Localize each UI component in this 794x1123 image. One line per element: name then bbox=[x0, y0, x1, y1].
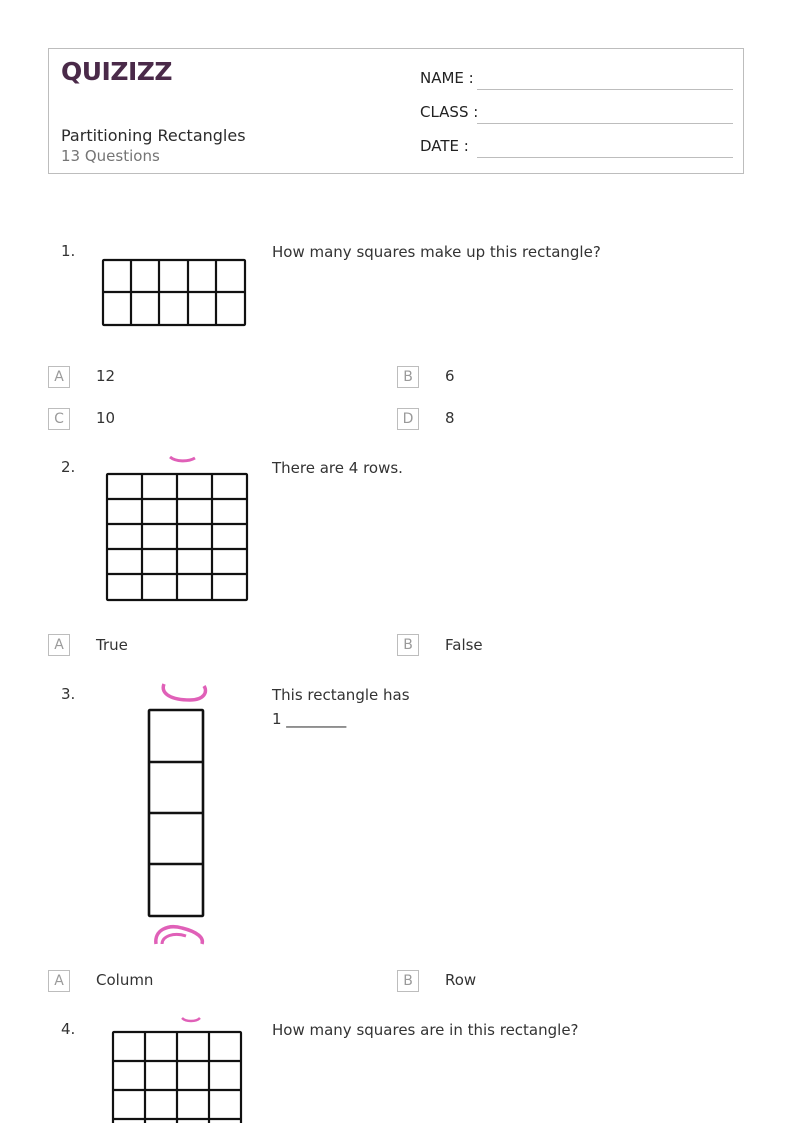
option-b-text: 6 bbox=[445, 367, 455, 385]
option-a-text: Column bbox=[96, 971, 154, 989]
option-b-box[interactable]: B bbox=[397, 970, 419, 992]
question-text: There are 4 rows. bbox=[272, 459, 403, 477]
q4-grid-figure bbox=[104, 1016, 246, 1123]
option-b-box[interactable]: B bbox=[397, 366, 419, 388]
option-c-text: 10 bbox=[96, 409, 116, 427]
q2-grid-figure bbox=[100, 452, 252, 604]
pink-scribble-icon bbox=[182, 1018, 200, 1021]
name-label: NAME : bbox=[420, 69, 474, 87]
option-a-text: True bbox=[96, 636, 128, 654]
question-text: How many squares make up this rectangle? bbox=[272, 243, 601, 261]
name-field[interactable] bbox=[477, 89, 733, 90]
pink-scribble-icon bbox=[170, 457, 195, 461]
date-field[interactable] bbox=[477, 157, 733, 158]
question-count: 13 Questions bbox=[61, 147, 160, 165]
option-a-box[interactable]: A bbox=[48, 634, 70, 656]
option-a-box[interactable]: A bbox=[48, 970, 70, 992]
class-field[interactable] bbox=[477, 123, 733, 124]
worksheet-header bbox=[48, 48, 744, 174]
q3-grid-figure bbox=[140, 682, 220, 944]
option-d-box[interactable]: D bbox=[397, 408, 419, 430]
quizizz-logo: QUIZIZZ bbox=[61, 57, 173, 86]
pink-scribble-icon bbox=[163, 684, 205, 700]
question-text: How many squares are in this rectangle? bbox=[272, 1021, 579, 1039]
option-a-text: 12 bbox=[96, 367, 116, 385]
question-number: 3. bbox=[61, 685, 76, 703]
option-b-box[interactable]: B bbox=[397, 634, 419, 656]
option-c-box[interactable]: C bbox=[48, 408, 70, 430]
worksheet-title: Partitioning Rectangles bbox=[61, 126, 246, 145]
q1-grid-figure bbox=[100, 258, 248, 328]
question-number: 2. bbox=[61, 458, 76, 476]
option-d-text: 8 bbox=[445, 409, 455, 427]
question-number: 1. bbox=[61, 242, 76, 260]
date-label: DATE : bbox=[420, 137, 469, 155]
question-number: 4. bbox=[61, 1020, 76, 1038]
option-a-box[interactable]: A bbox=[48, 366, 70, 388]
option-b-text: False bbox=[445, 636, 483, 654]
question-text-line2: 1 ________ bbox=[272, 710, 347, 728]
question-text-line1: This rectangle has bbox=[272, 686, 410, 704]
class-label: CLASS : bbox=[420, 103, 479, 121]
option-b-text: Row bbox=[445, 971, 477, 989]
